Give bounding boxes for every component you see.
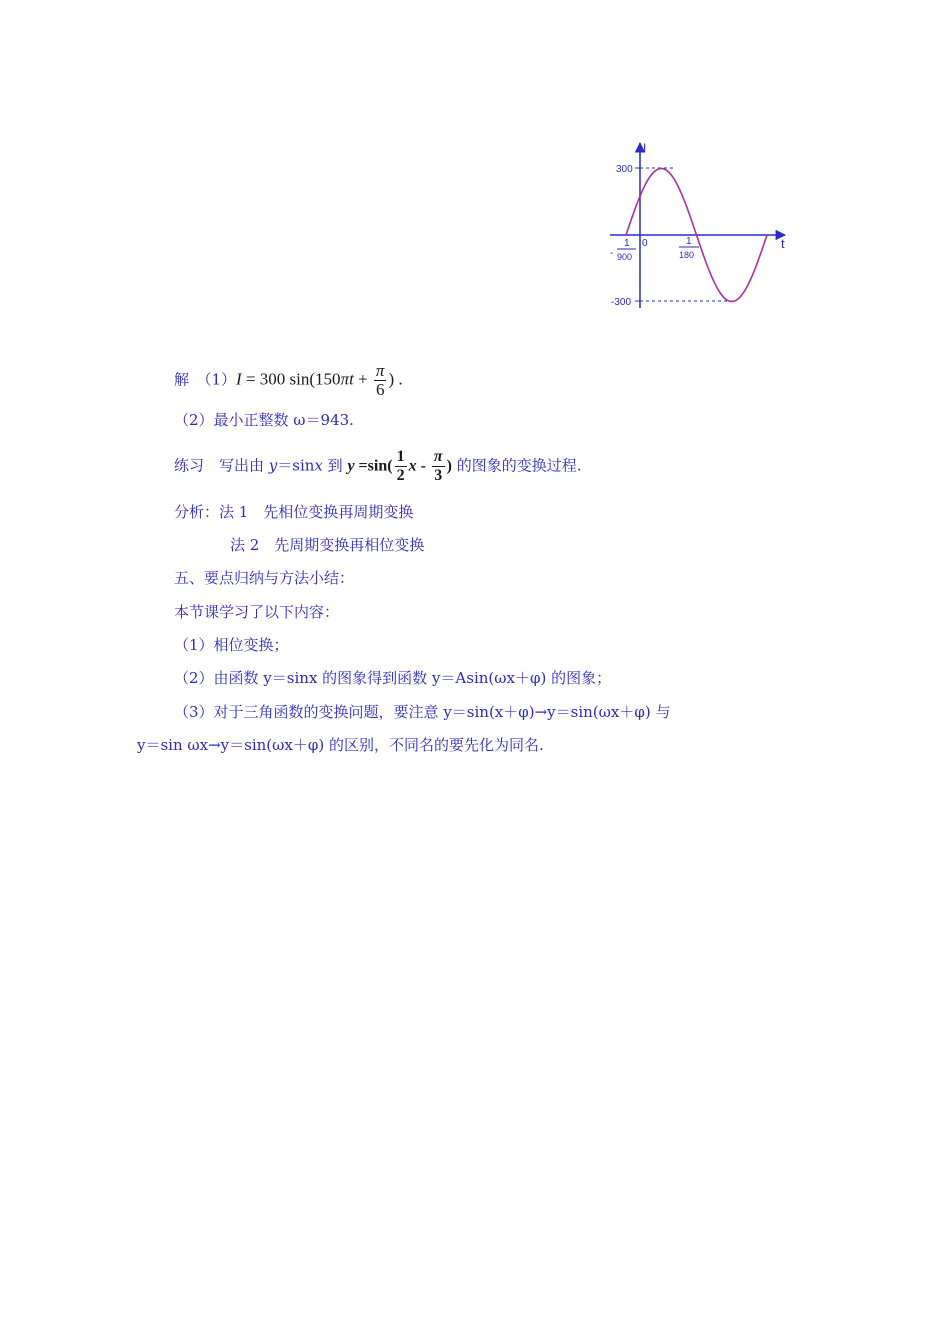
y-axis-label: I [643,141,647,155]
current-graph [605,138,795,313]
left-frac-sign: - [610,248,614,259]
summary-item-1: （1）相位变换； [174,636,289,654]
left-frac-den: 900 [617,252,633,262]
section-heading: 五、要点归纳与方法小结： [174,569,355,587]
summary-intro: 本节课学习了以下内容： [174,603,340,621]
fraction-pi-over-3: $\frac{\pi}{3}$ [433,448,443,484]
left-frac-num: 1 [624,238,630,249]
right-frac-den: 180 [679,250,695,260]
fraction-one-half: $\frac{1}{2}$ [396,448,405,484]
solution-line-1: 解 （1）I = 300 sin(150πt + $\frac{\pi}{6}$ ) . [174,361,403,399]
summary-item-3: （3）对于三角函数的变换问题，要注意 y＝sin(x＋φ)→y＝sin(ωx＋φ) 与 [174,703,671,721]
x-axis-label: t [781,236,785,251]
y-tick-neg300: -300 [611,297,632,308]
summary-item-2: （2）由函数 y＝sinx 的图象得到函数 y＝Asin(ωx＋φ) 的图象； [174,669,612,687]
right-frac-num: 1 [686,236,692,247]
y-tick-300: 300 [616,164,633,175]
analysis-line-1: 分析：法 1 先相位变换再周期变换 [174,503,414,521]
exercise-line: 练习 写出由 y＝sinx 到 y =sin( $\frac{1}{2}$ x - $\frac{\pi}{3}$ ) 的图象的变换过程. [174,448,582,484]
fraction-pi-over-6: $\frac{\pi}{6}$ [375,361,385,399]
analysis-line-2: 法 2 先周期变换再相位变换 [230,536,425,554]
summary-item-3-cont: y＝sin ωx→y＝sin(ωx＋φ) 的区别，不同名的要先化为同名. [137,736,544,754]
origin-label: 0 [642,238,648,249]
solution-line-2: （2）最小正整数 ω＝943. [174,411,354,429]
